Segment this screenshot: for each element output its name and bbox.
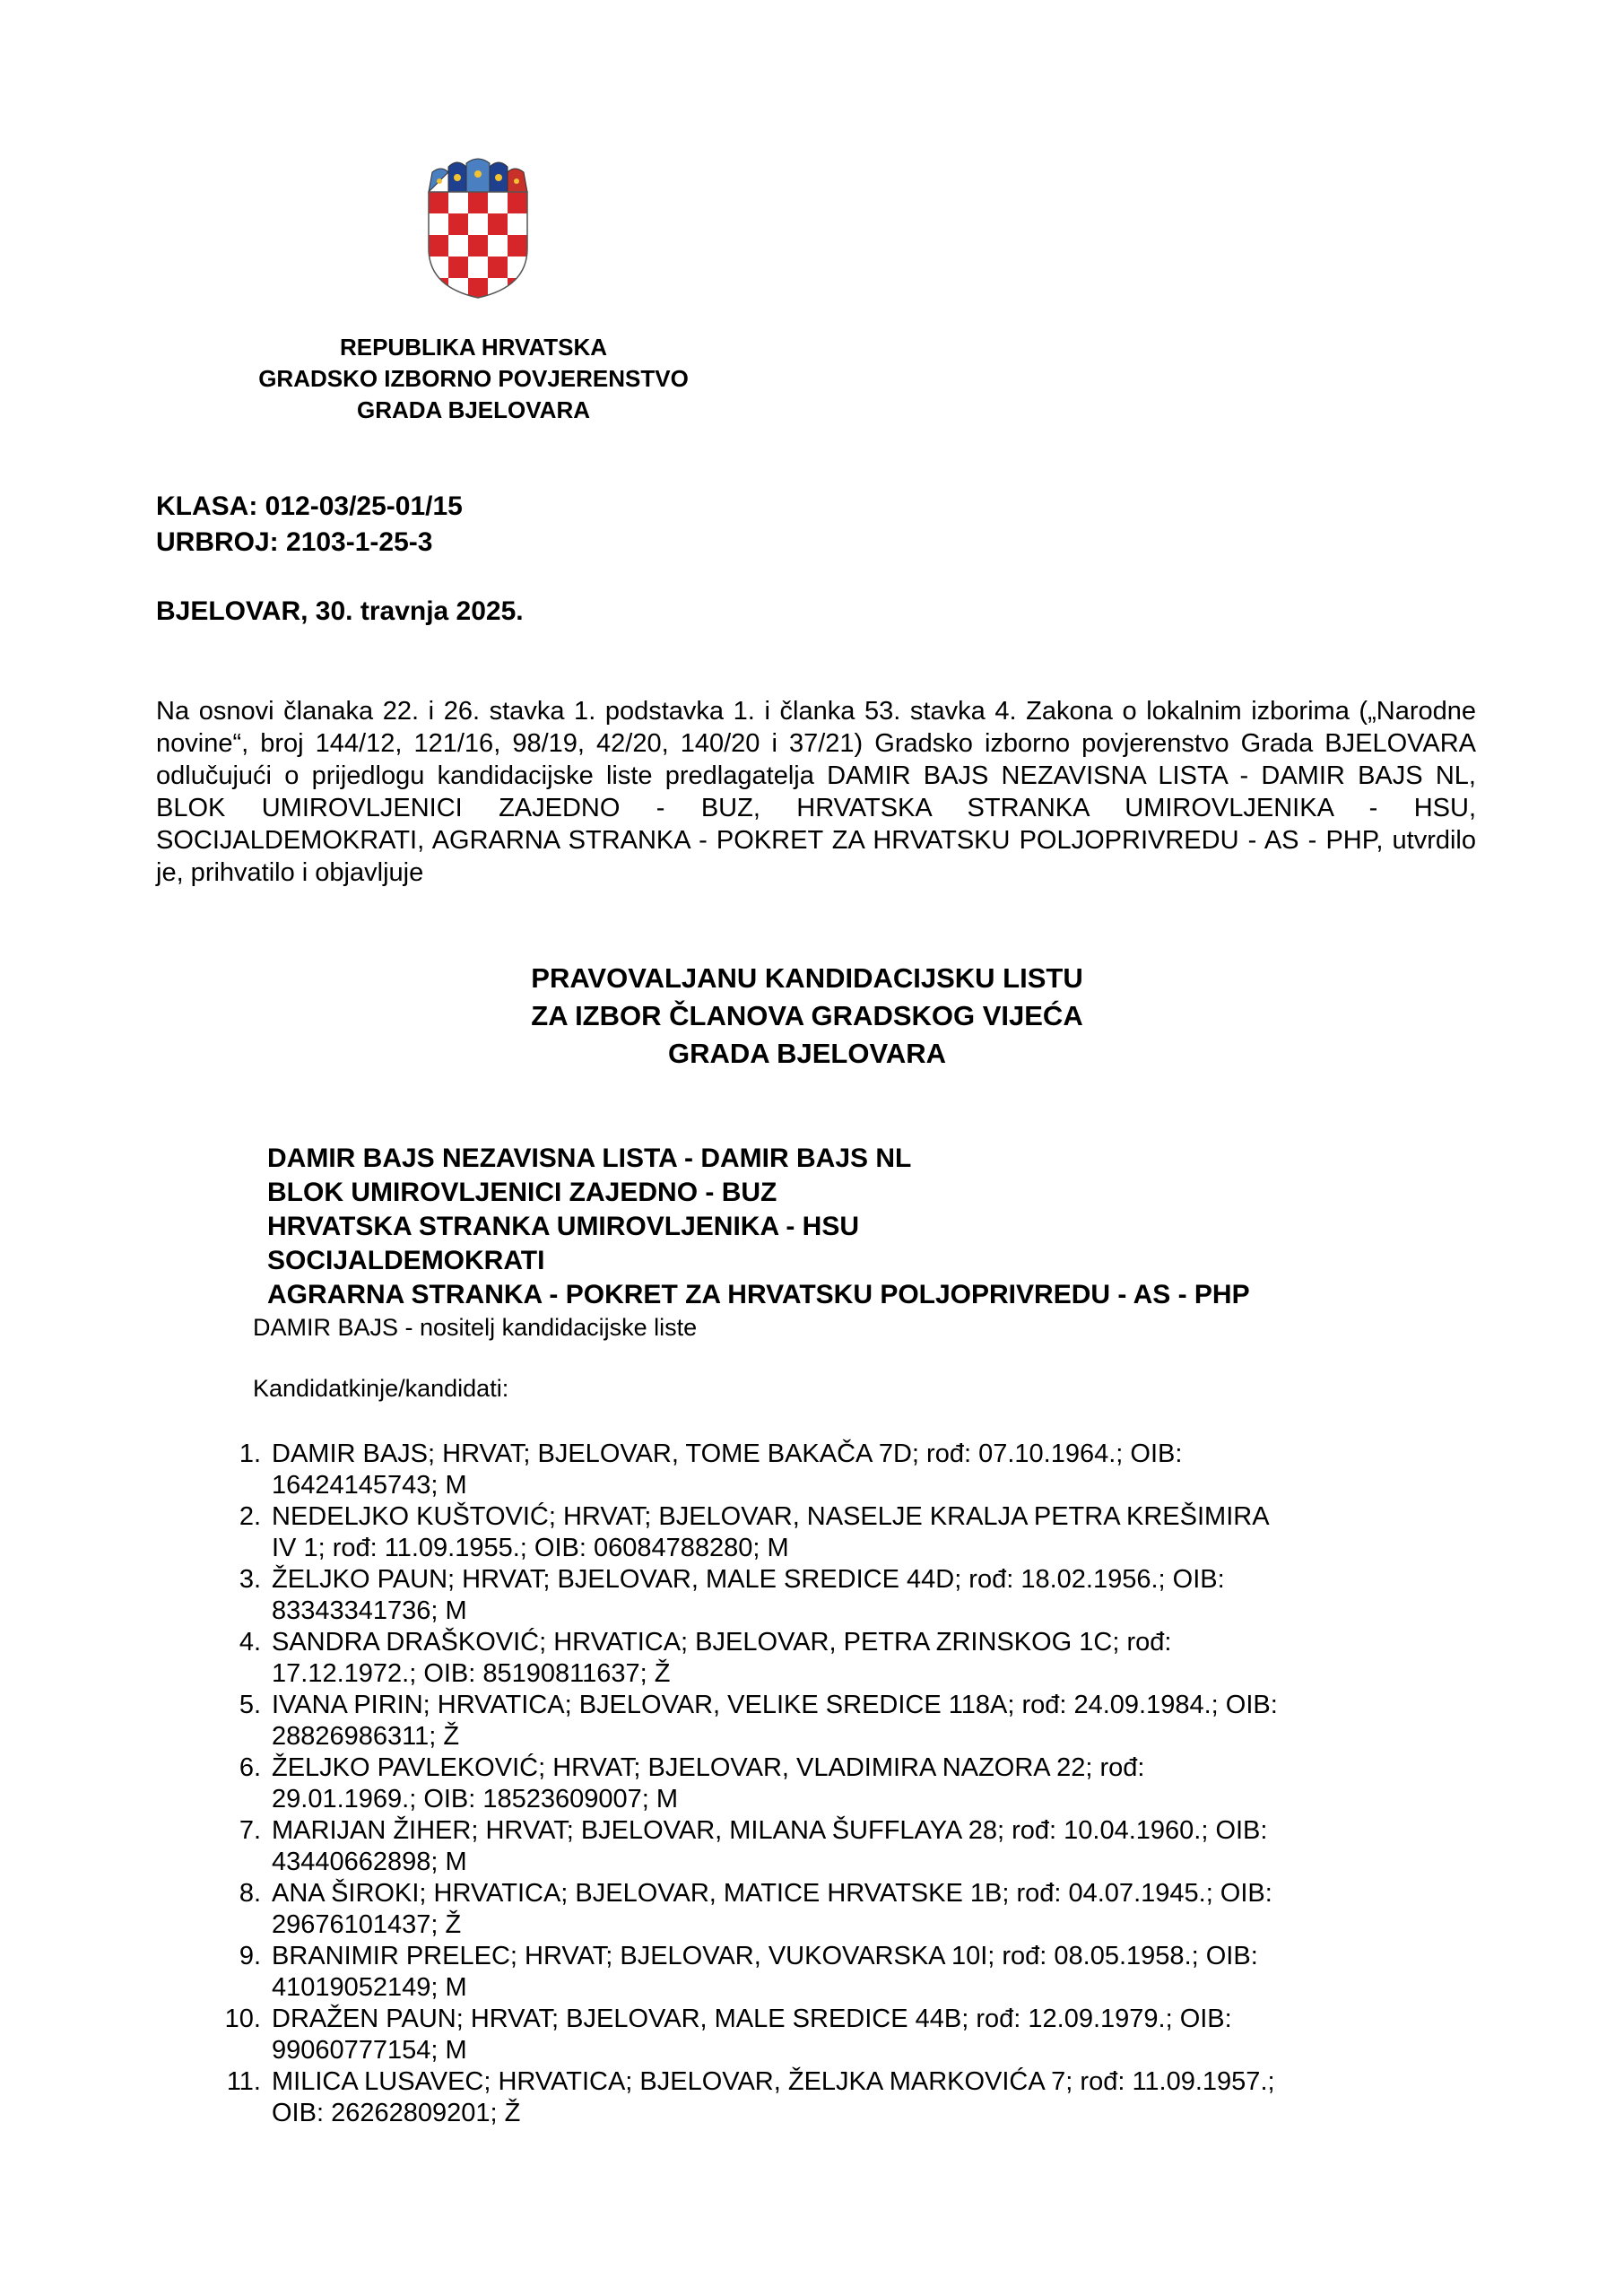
candidate-details: NEDELJKO KUŠTOVIĆ; HRVAT; BJELOVAR, NASELJE KRALJA PETRA KREŠIMIRA xyxy=(272,1502,1270,1531)
candidate-number: 8. xyxy=(239,1879,261,1908)
candidate-details-cont: 29.01.1969.; OIB: 18523609007; M xyxy=(272,1785,679,1813)
candidate-details: ŽELJKO PAUN; HRVAT; BJELOVAR, MALE SREDICE 44D; rođ: 18.02.1956.; OIB: xyxy=(272,1565,1225,1594)
candidate-item xyxy=(0,2066,1624,2129)
candidate-details: MILICA LUSAVEC; HRVATICA; BJELOVAR, ŽELJKA MARKOVIĆA 7; rođ: 11.09.1957.; xyxy=(272,2067,1275,2096)
header-line-1: REPUBLIKA HRVATSKA xyxy=(339,334,608,361)
candidate-item xyxy=(0,1501,1624,1564)
list-holder-note: DAMIR BAJS - nositelj kandidacijske liste xyxy=(253,1314,698,1341)
candidate-details-cont: OIB: 26262809201; Ž xyxy=(272,2099,521,2127)
candidate-details: ANA ŠIROKI; HRVATICA; BJELOVAR, MATICE HRVATSKE 1B; rođ: 04.07.1945.; OIB: xyxy=(272,1879,1272,1908)
candidate-details: DRAŽEN PAUN; HRVAT; BJELOVAR, MALE SREDICE 44B; rođ: 12.09.1979.; OIB: xyxy=(272,2005,1232,2033)
candidate-details-cont: 16424145743; M xyxy=(272,1471,467,1500)
party-name: AGRARNA STRANKA - POKRET ZA HRVATSKU POLJOPRIVREDU - AS - PHP xyxy=(267,1280,1250,1309)
candidate-number: 3. xyxy=(239,1565,261,1594)
candidate-details-cont: 28826986311; Ž xyxy=(272,1722,460,1751)
candidate-details-cont: 99060777154; M xyxy=(272,2036,467,2065)
title-line-2: ZA IZBOR ČLANOVA GRADSKOG VIJEĆA xyxy=(531,1000,1083,1031)
place-and-date: BJELOVAR, 30. travnja 2025. xyxy=(156,596,524,626)
candidate-details-cont: 29676101437; Ž xyxy=(272,1910,462,1939)
candidate-item xyxy=(0,1752,1624,1815)
party-name: HRVATSKA STRANKA UMIROVLJENIKA - HSU xyxy=(267,1212,860,1241)
candidate-number: 1. xyxy=(239,1439,261,1468)
candidate-item xyxy=(0,1815,1624,1878)
crown-icon xyxy=(429,159,527,192)
coat-of-arms-emblem xyxy=(420,154,536,300)
candidate-number: 4. xyxy=(239,1628,261,1657)
header-line-3: GRADA BJELOVARA xyxy=(356,396,590,423)
title-line-1: PRAVOVALJANU KANDIDACIJSKU LISTU xyxy=(531,962,1083,994)
candidate-details-cont: 17.12.1972.; OIB: 85190811637; Ž xyxy=(272,1659,671,1688)
institution-header xyxy=(160,332,787,426)
candidate-details: MARIJAN ŽIHER; HRVAT; BJELOVAR, MILANA ŠUFFLAYA 28; rođ: 10.04.1960.; OIB: xyxy=(272,1816,1268,1845)
candidate-item xyxy=(0,1564,1624,1627)
party-name: DAMIR BAJS NEZAVISNA LISTA - DAMIR BAJS NL xyxy=(267,1144,912,1173)
proposer-parties-list xyxy=(267,1142,1250,1312)
header-line-2: GRADSKO IZBORNO POVJERENSTVO xyxy=(258,365,689,392)
candidate-number: 9. xyxy=(239,1942,261,1970)
candidate-details-cont: IV 1; rođ: 11.09.1955.; OIB: 06084788280; M xyxy=(272,1534,789,1562)
candidate-item xyxy=(0,1439,1624,1501)
candidate-details-cont: 43440662898; M xyxy=(272,1848,467,1876)
candidate-details: IVANA PIRIN; HRVATICA; BJELOVAR, VELIKE SREDICE 118A; rođ: 24.09.1984.; OIB: xyxy=(272,1691,1278,1719)
candidate-details: ŽELJKO PAVLEKOVIĆ; HRVAT; BJELOVAR, VLADIMIRA NAZORA 22; rođ: xyxy=(272,1753,1145,1782)
candidate-item xyxy=(0,1941,1624,2004)
candidate-details: DAMIR BAJS; HRVAT; BJELOVAR, TOME BAKAČA 7D; rođ: 07.10.1964.; OIB: xyxy=(272,1439,1183,1468)
reference-block xyxy=(156,489,463,561)
urbroj-number: URBROJ: 2103-1-25-3 xyxy=(156,527,433,557)
candidate-number: 10. xyxy=(224,2005,261,2033)
candidate-details-cont: 41019052149; M xyxy=(272,1973,467,2002)
candidate-item xyxy=(0,1690,1624,1752)
candidate-item xyxy=(0,1878,1624,1941)
candidates-list xyxy=(0,1439,1624,2129)
candidate-number: 6. xyxy=(239,1753,261,1782)
candidate-details: SANDRA DRAŠKOVIĆ; HRVATICA; BJELOVAR, PETRA ZRINSKOG 1C; rođ: xyxy=(272,1628,1172,1657)
candidate-details-cont: 83343341736; M xyxy=(272,1596,467,1625)
candidate-details: BRANIMIR PRELEC; HRVAT; BJELOVAR, VUKOVARSKA 10I; rođ: 08.05.1958.; OIB: xyxy=(272,1942,1258,1970)
party-name: BLOK UMIROVLJENICI ZAJEDNO - BUZ xyxy=(267,1178,777,1207)
candidate-number: 11. xyxy=(226,2067,261,2096)
party-name: SOCIJALDEMOKRATI xyxy=(267,1246,545,1275)
candidate-number: 5. xyxy=(239,1691,261,1719)
klasa-number: KLASA: 012-03/25-01/15 xyxy=(156,491,463,521)
title-line-3: GRADA BJELOVARA xyxy=(667,1038,946,1069)
candidates-heading: Kandidatkinje/kandidati: xyxy=(253,1375,509,1402)
candidate-item xyxy=(0,1627,1624,1690)
candidate-number: 7. xyxy=(239,1816,261,1845)
candidate-number: 2. xyxy=(239,1502,261,1531)
intro-paragraph: Na osnovi članaka 22. i 26. stavka 1. podstavka 1. i članka 53. stavka 4. Zakona o lokalnim izborima („Narodne novine“, broj 144/12, 121/16, 98/19, 42/20, 140/20 i 37/21) Gradsko izborno povjerenstvo Grada BJELOVARA odlučujući o prijedlogu kandidacijske liste predlagatelja DAMIR BAJS NEZAVISNA LISTA - DAMIR BAJS NL, BLOK UMIROVLJENICI ZAJEDNO - BUZ, HRVATSKA STRANKA UMIROVLJENIKA - HSU, SOCIJALDEMOKRATI, AGRARNA STRANKA - POKRET ZA HRVATSKU POLJOPRIVREDU - AS - PHP, utvrdilo je, prihvatilo i objavljuje xyxy=(156,697,1476,887)
checkerboard-shield-icon xyxy=(429,192,527,300)
document-title xyxy=(179,960,1435,1073)
candidate-item xyxy=(0,2004,1624,2066)
